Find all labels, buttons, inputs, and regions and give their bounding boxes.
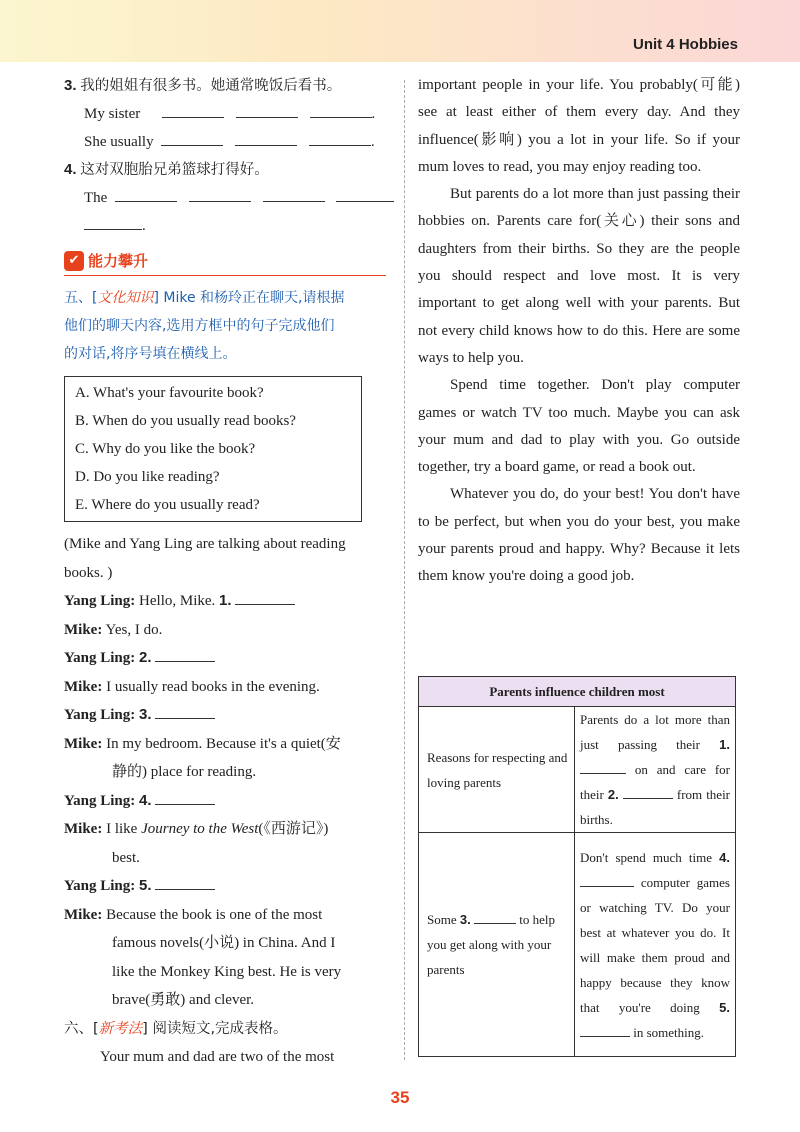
answer-blank[interactable] bbox=[155, 791, 215, 805]
dialog-line: Mike: In my bedroom. Because it's a quiet(安 bbox=[64, 735, 341, 752]
dialog-line: Mike: Because the book is one of the most bbox=[64, 906, 323, 923]
answer-blank[interactable] bbox=[310, 104, 372, 118]
dialog-line: Yang Ling: 5. bbox=[64, 872, 394, 901]
q3-prompt: 3. 我的姐姐有很多书。她通常晚饭后看书。 bbox=[64, 77, 342, 94]
dialog-line: Yang Ling: 2. bbox=[64, 644, 394, 673]
column-divider bbox=[404, 80, 405, 1060]
dialog-line: famous novels(小说) in China. And I bbox=[112, 935, 336, 951]
check-icon: ✔ bbox=[64, 251, 84, 271]
answer-blank[interactable] bbox=[336, 188, 394, 202]
summary-table bbox=[418, 676, 736, 1057]
option-e: E. Where do you usually read? bbox=[75, 497, 260, 513]
answer-blank[interactable] bbox=[155, 705, 215, 719]
q4-line2: . bbox=[64, 212, 394, 240]
dialog-line: Mike: I like Journey to the West(《西游记》) bbox=[64, 821, 329, 837]
answer-blank[interactable] bbox=[580, 1023, 630, 1037]
dialog-line: Mike: I usually read books in the evening. bbox=[64, 678, 320, 695]
table-cell-ways: Some 3. to help you get along with your parents bbox=[419, 833, 575, 1057]
passage-paragraph: But parents do a lot more than just passing their hobbies on. Parents care for(关心) their sons and daughters from their births. So they are the people you should respect and love most. It is very important to get along well with your parents. But not every child knows how to do this. Here are some ways to help you. bbox=[418, 186, 740, 366]
answer-blank[interactable] bbox=[623, 785, 673, 799]
dialog bbox=[64, 530, 394, 1015]
answer-blank[interactable] bbox=[235, 132, 297, 146]
dialog-line: 静的) place for reading. bbox=[112, 764, 257, 780]
context-line: (Mike and Yang Ling are talking about reading bbox=[64, 536, 346, 552]
table-cell-reasons-detail: Parents do a lot more than just passing their 1. on and care for their 2. from their births. bbox=[575, 707, 736, 833]
context-line: books. ) bbox=[64, 564, 113, 581]
q4-line1: The bbox=[64, 184, 394, 212]
dialog-line: best. bbox=[112, 849, 140, 866]
dialog-line: like the Monkey King best. He is very bbox=[112, 963, 342, 980]
option-d: D. Do you like reading? bbox=[75, 469, 220, 485]
left-column bbox=[64, 72, 394, 1071]
dialog-line: Mike: Yes, I do. bbox=[64, 621, 163, 638]
passage-paragraph: Whatever you do, do your best! You don't have to be perfect, but when you do your best, you make your parents proud and happy. Why? Because it lets them know you're doing a good job. bbox=[418, 486, 740, 585]
passage-paragraph: important people in your life. You probably(可能) see at least either of them every day. And they influence(影响) you a lot in your life. So if your mum loves to read, you may enjoy reading too. bbox=[418, 77, 740, 175]
answer-blank[interactable] bbox=[162, 104, 224, 118]
passage-paragraph: Spend time together. Don't play computer games or watch TV too much. Maybe you can ask your mum and dad to play with you. Go outside together, try a board game, or read a book out. bbox=[418, 377, 740, 476]
dialog-line: Yang Ling: 3. bbox=[64, 701, 394, 730]
answer-blank[interactable] bbox=[155, 648, 215, 662]
table-cell-ways-detail: Don't spend much time 4. computer games or watching TV. Do your best at whatever you do. It will make them proud and happy because they know that you're doing 5. in something. bbox=[575, 833, 736, 1057]
answer-blank[interactable] bbox=[263, 188, 325, 202]
answer-blank[interactable] bbox=[580, 760, 626, 774]
q6-instructions: 六、[新考法] 阅读短文,完成表格。 bbox=[64, 1020, 288, 1037]
dialog-line: brave(勇敢) and clever. bbox=[112, 992, 255, 1008]
q5-instructions: 五、[文化知识] Mike 和杨玲正在聊天,请根据 他们的聊天内容,选用方框中的句子完成他们 的对话,将序号填在横线上。 bbox=[64, 290, 345, 362]
unit-title: Unit 4 Hobbies bbox=[632, 36, 738, 53]
dialog-line: Yang Ling: 4. bbox=[64, 787, 394, 816]
answer-blank[interactable] bbox=[309, 132, 371, 146]
dialog-line: Yang Ling: Hello, Mike. 1. bbox=[64, 587, 394, 616]
answer-blank[interactable] bbox=[236, 104, 298, 118]
answer-blank[interactable] bbox=[84, 216, 142, 230]
passage-start: Your mum and dad are two of the most bbox=[100, 1048, 335, 1065]
option-b: B. When do you usually read books? bbox=[75, 413, 296, 429]
answer-blank[interactable] bbox=[235, 591, 295, 605]
options-box bbox=[64, 376, 362, 522]
q4-prompt: 4. 这对双胞胎兄弟篮球打得好。 bbox=[64, 161, 269, 178]
answer-blank[interactable] bbox=[161, 132, 223, 146]
answer-blank[interactable] bbox=[580, 873, 634, 887]
answer-blank[interactable] bbox=[115, 188, 177, 202]
right-column bbox=[418, 72, 740, 591]
q3-line2: She usually . bbox=[84, 134, 375, 150]
answer-blank[interactable] bbox=[189, 188, 251, 202]
answer-blank[interactable] bbox=[155, 876, 215, 890]
option-a: A. What's your favourite book? bbox=[75, 385, 264, 401]
table-title: Parents influence children most bbox=[419, 677, 736, 707]
q3-line1: My sister . bbox=[84, 106, 376, 122]
page-number: 35 bbox=[390, 1088, 410, 1107]
option-c: C. Why do you like the book? bbox=[75, 441, 256, 457]
table-cell-reasons: Reasons for respecting and loving parents bbox=[419, 707, 575, 833]
answer-blank[interactable] bbox=[474, 910, 516, 924]
section-tag-ability: ✔ 能力攀升 bbox=[64, 250, 394, 276]
